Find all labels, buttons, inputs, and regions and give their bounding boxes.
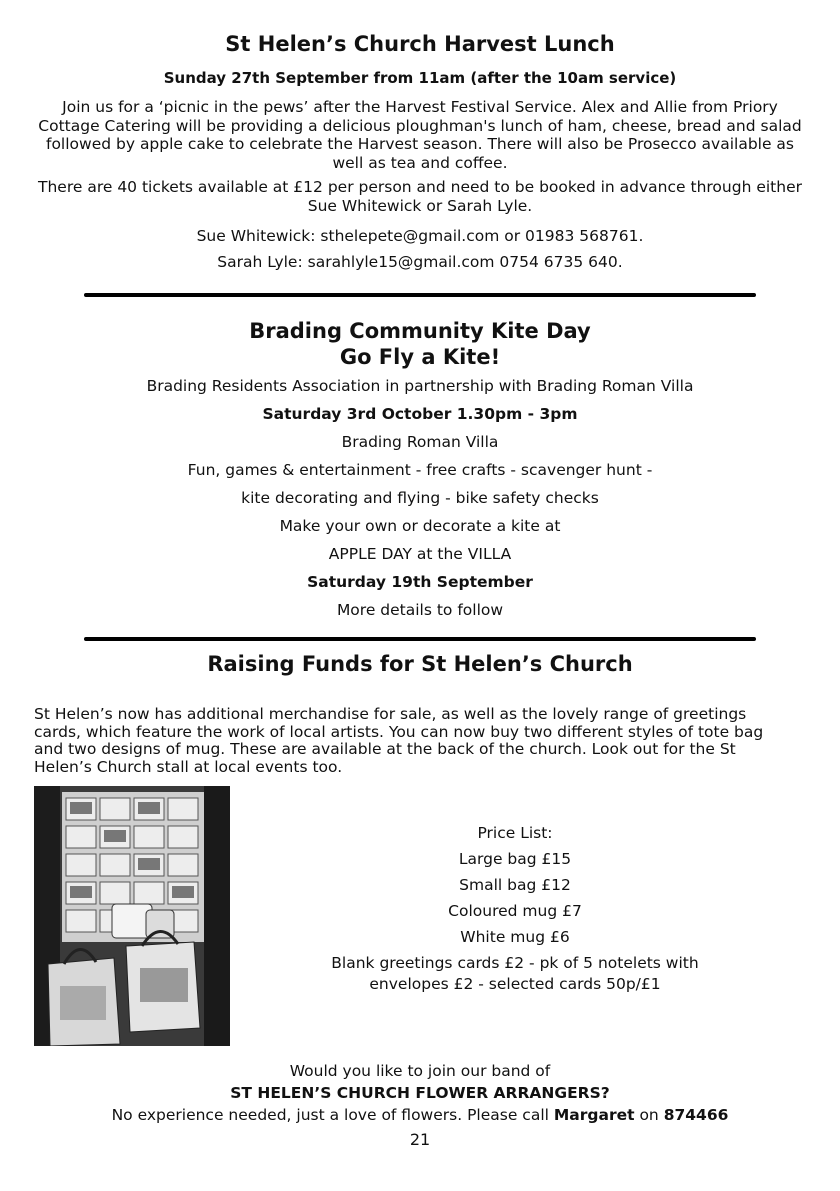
kite-title-line1: Brading Community Kite Day — [249, 319, 591, 343]
flowers-line-1: Would you like to join our band of — [289, 1062, 551, 1080]
funds-paragraph: St Helen’s now has additional merchandise for sale, as well as the lovely range of greetings cards, which feature the work of local artists. You can now buy two different styles of tote bag and two designs of mug. These are available at the back of the church. Look out for the St Helen’s Church stall at local events too. — [34, 705, 764, 776]
price-coloured-mug: Coloured mug £7 — [448, 902, 582, 920]
kite-activities-1: Fun, games & entertainment - free crafts - scavenger hunt - — [187, 461, 653, 479]
flowers-contact-name: Margaret — [553, 1106, 635, 1124]
kite-more-details: More details to follow — [336, 601, 504, 619]
flowers-line-3-on: on — [634, 1106, 664, 1124]
flower-arrangers-notice — [30, 1060, 810, 1126]
price-small-bag: Small bag £12 — [459, 876, 571, 894]
harvest-contact-sarah: Sarah Lyle: sarahlyle15@gmail.com 0754 6735 640. — [217, 253, 623, 271]
harvest-subtitle: Sunday 27th September from 11am (after the 10am service) — [163, 69, 677, 87]
harvest-lunch-section — [30, 30, 810, 275]
kite-day-section — [30, 318, 810, 624]
section-divider-1 — [84, 293, 756, 297]
merchandise-photo — [34, 786, 230, 1046]
price-large-bag: Large bag £15 — [458, 850, 572, 868]
kite-venue: Brading Roman Villa — [341, 433, 499, 451]
flowers-line-2: ST HELEN’S CHURCH FLOWER ARRANGERS? — [230, 1084, 610, 1102]
price-list-heading: Price List: — [477, 824, 553, 842]
harvest-paragraph-2: There are 40 tickets available at £12 per person and need to be booked in advance through either Sue Whitewick or Sarah Lyle. — [38, 178, 802, 215]
kite-make-own: Make your own or decorate a kite at — [279, 517, 561, 535]
price-cards: Blank greetings cards £2 - pk of 5 notelets with envelopes £2 - selected cards 50p/£1 — [331, 954, 699, 993]
flowers-line-3-text: No experience needed, just a love of flowers. Please call — [111, 1106, 554, 1124]
harvest-paragraph-1: Join us for a ‘picnic in the pews’ after the Harvest Festival Service. Alex and Allie from Priory Cottage Catering will be providing a delicious ploughman's lunch of ham, cheese, bread and salad followed by apple cake to celebrate the Harvest season. There will also be Prosecco available as well as tea and coffee. — [38, 98, 802, 172]
kite-date: Saturday 3rd October 1.30pm - 3pm — [262, 405, 578, 423]
price-white-mug: White mug £6 — [460, 928, 570, 946]
funds-title: Raising Funds for St Helen’s Church — [207, 652, 633, 676]
page-number: 21 — [409, 1130, 431, 1149]
price-list — [290, 820, 740, 995]
harvest-contact-sue: Sue Whitewick: sthelepete@gmail.com or 01983 568761. — [196, 227, 644, 245]
section-divider-2 — [84, 637, 756, 641]
kite-apple-day: APPLE DAY at the VILLA — [328, 545, 512, 563]
kite-activities-2: kite decorating and flying - bike safety checks — [241, 489, 599, 507]
kite-partnership: Brading Residents Association in partnership with Brading Roman Villa — [146, 377, 694, 395]
kite-apple-day-date: Saturday 19th September — [307, 573, 533, 591]
flowers-contact-phone: 874466 — [663, 1106, 729, 1124]
harvest-title: St Helen’s Church Harvest Lunch — [225, 32, 615, 56]
kite-title-line2: Go Fly a Kite! — [339, 345, 501, 369]
merchandise-photo-illustration — [34, 786, 230, 1046]
flowers-line-3 — [30, 1104, 810, 1126]
